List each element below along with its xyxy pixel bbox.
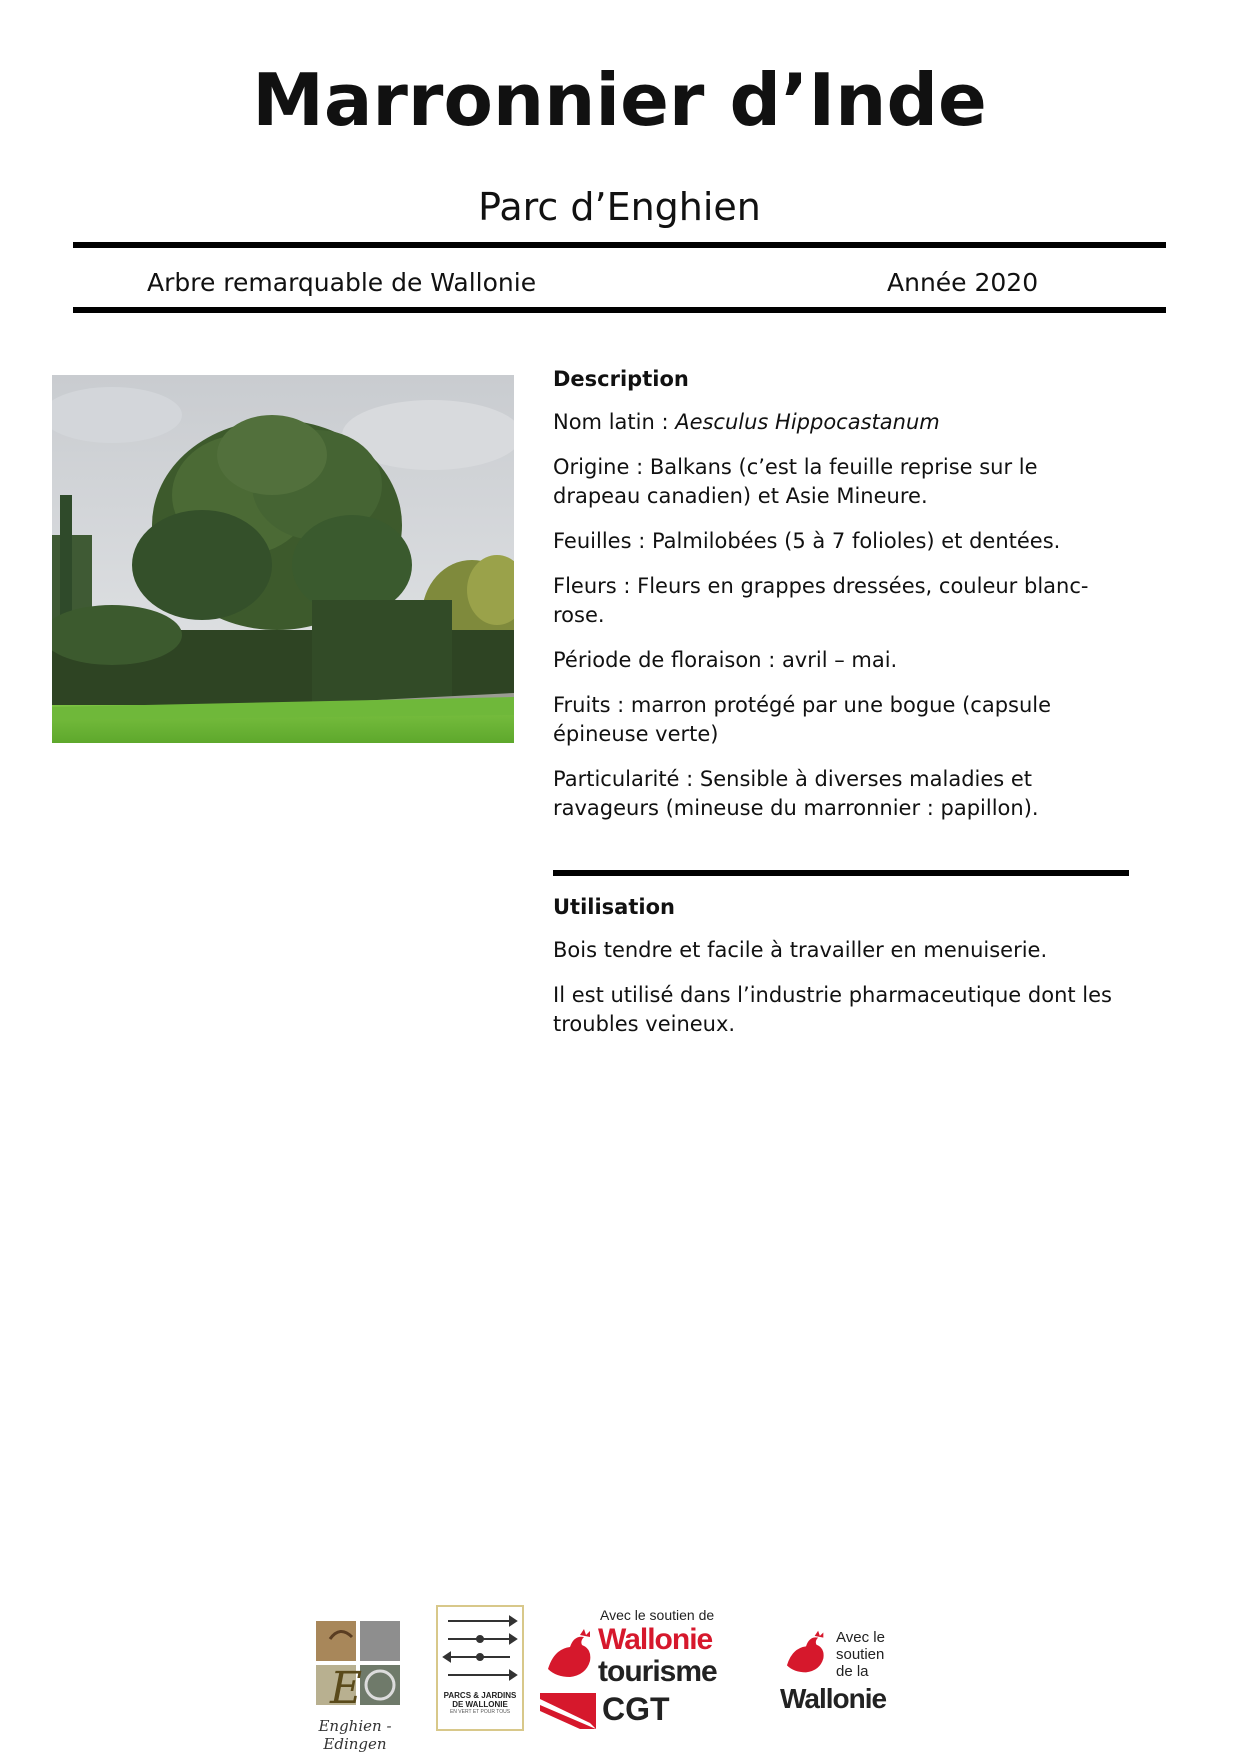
wallonie-support-logo [780,1629,920,1729]
description-heading: Description [553,367,689,391]
description-fleurs: Fleurs : Fleurs en grappes dressées, couleur blanc-rose. [553,574,1089,627]
utilisation-item: Il est utilisé dans l’industrie pharmaceutique dont les troubles veineux. [553,983,1112,1036]
utilisation-heading: Utilisation [553,895,675,919]
cgt-mark-icon [540,1693,596,1729]
rooster-icon [780,1629,832,1681]
description-floraison: Période de floraison : avril – mai. [553,648,898,672]
section-divider [553,870,1129,876]
tourisme-cgt: CGT [602,1691,670,1727]
parcs-line3: EN VERT ET POUR TOUS [449,1709,511,1715]
enghien-logo-text: Enghien - Edingen [318,1717,392,1753]
wallonie-support-brand: Wallonie [780,1683,887,1714]
header-label-right: Année 2020 [887,268,1039,297]
wallonie-support-l1: Avec le [836,1629,885,1646]
rooster-icon [540,1629,600,1685]
description-origine: Origine : Balkans (c’est la feuille reprise sur le drapeau canadien) et Asie Mineure. [553,455,1038,508]
latin-name [553,408,1113,437]
utilisation-section [553,893,1113,1055]
header-divider-top [73,242,1166,248]
latin-value: Aesculus Hippocastanum [675,410,940,434]
utilisation-item: Bois tendre et facile à travailler en menuiserie. [553,938,1048,962]
header-label-left: Arbre remarquable de Wallonie [147,268,537,297]
page-subtitle: Parc d’Enghien [478,185,761,229]
parcs-line1: PARCS & JARDINS [443,1691,517,1700]
description-fruits: Fruits : marron protégé par une bogue (capsule épineuse verte) [553,693,1052,746]
header-divider-bottom [73,307,1166,313]
description-section [553,365,1113,839]
description-feuilles: Feuilles : Palmilobées (5 à 7 folioles) et dentées. [553,529,1061,553]
svg-text:E: E [330,1663,363,1711]
tree-photo [52,375,514,743]
parcs-line2: DE WALLONIE [452,1700,508,1709]
enghien-logo [290,1619,420,1753]
description-particularite: Particularité : Sensible à diverses maladies et ravageurs (mineuse du marronnier : papillon). [553,767,1039,820]
page-title: Marronnier d’Inde [252,58,987,142]
latin-label: Nom latin : [553,410,676,434]
footer-logos [290,1605,930,1753]
tourisme-brand: Wallonie [598,1623,713,1656]
tourisme-sub: tourisme [598,1655,717,1688]
parcs-jardins-logo [436,1605,524,1731]
wallonie-support-l3: de la [836,1663,869,1680]
wallonie-support-l2: soutien [836,1646,885,1663]
wallonie-tourisme-logo [540,1607,740,1731]
tourisme-top-text: Avec le soutien de [600,1607,715,1623]
